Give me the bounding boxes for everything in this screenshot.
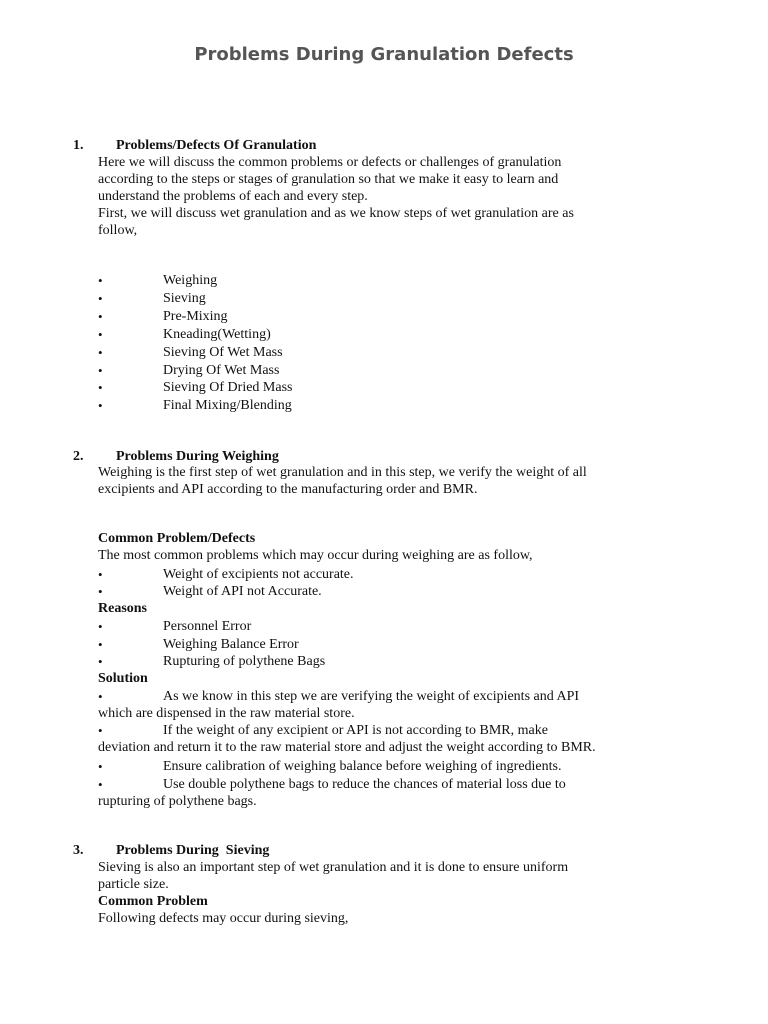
section-3-number: 3. bbox=[73, 843, 84, 858]
document-title: Problems During Granulation Defects bbox=[194, 44, 574, 65]
section-1-paragraph-line: follow, bbox=[98, 223, 138, 238]
section-3-heading: Problems During Sieving bbox=[116, 843, 270, 858]
section-1-paragraph-line: according to the steps or stages of granulation so that we make it easy to learn and bbox=[98, 172, 559, 187]
section-3-paragraph-line: particle size. bbox=[98, 877, 169, 892]
section-1-heading: Problems/Defects Of Granulation bbox=[116, 138, 317, 153]
solution-heading: Solution bbox=[98, 671, 148, 686]
section-2-paragraph-line: excipients and API according to the manufacturing order and BMR. bbox=[98, 482, 478, 497]
section-3-paragraph-line: Sieving is also an important step of wet granulation and it is done to ensure uniform bbox=[98, 860, 569, 875]
list-item: Pre-Mixing bbox=[163, 309, 228, 324]
solution-item-line: If the weight of any excipient or API is not according to BMR, make bbox=[163, 723, 548, 738]
section-1-paragraph-line: First, we will discuss wet granulation and as we know steps of wet granulation are as bbox=[98, 206, 574, 221]
bullet-icon: • bbox=[98, 689, 103, 704]
list-item: Weighing Balance Error bbox=[163, 637, 299, 652]
bullet-icon: • bbox=[98, 777, 103, 792]
bullet-icon: • bbox=[98, 398, 103, 413]
solution-item-line: which are dispensed in the raw material store. bbox=[98, 706, 355, 721]
common-problem-intro: The most common problems which may occur during weighing are as follow, bbox=[98, 548, 533, 563]
solution-item-line: deviation and return it to the raw material store and adjust the weight according to BMR. bbox=[98, 740, 596, 755]
list-item: Sieving Of Dried Mass bbox=[163, 380, 293, 395]
bullet-icon: • bbox=[98, 273, 103, 288]
bullet-icon: • bbox=[98, 619, 103, 634]
bullet-icon: • bbox=[98, 759, 103, 774]
common-problem-heading: Common Problem bbox=[98, 894, 208, 909]
common-problem-intro: Following defects may occur during sieving, bbox=[98, 911, 349, 926]
section-1-number: 1. bbox=[73, 138, 84, 153]
section-1-paragraph-line: Here we will discuss the common problems or defects or challenges of granulation bbox=[98, 155, 562, 170]
list-item: Sieving Of Wet Mass bbox=[163, 345, 283, 360]
list-item: Kneading(Wetting) bbox=[163, 327, 271, 342]
bullet-icon: • bbox=[98, 363, 103, 378]
list-item: Personnel Error bbox=[163, 619, 252, 634]
solution-item-line: As we know in this step we are verifying the weight of excipients and API bbox=[163, 689, 580, 704]
section-2-paragraph-line: Weighing is the first step of wet granulation and in this step, we verify the weight of all bbox=[98, 465, 587, 480]
bullet-icon: • bbox=[98, 723, 103, 738]
list-item: Drying Of Wet Mass bbox=[163, 363, 280, 378]
bullet-icon: • bbox=[98, 380, 103, 395]
bullet-icon: • bbox=[98, 309, 103, 324]
list-item: Weight of API not Accurate. bbox=[163, 584, 322, 599]
bullet-icon: • bbox=[98, 345, 103, 360]
bullet-icon: • bbox=[98, 654, 103, 669]
solution-item-line: Ensure calibration of weighing balance before weighing of ingredients. bbox=[163, 759, 562, 774]
bullet-icon: • bbox=[98, 327, 103, 342]
reasons-heading: Reasons bbox=[98, 601, 148, 616]
bullet-icon: • bbox=[98, 637, 103, 652]
list-item: Rupturing of polythene Bags bbox=[163, 654, 326, 669]
common-problem-heading: Common Problem/Defects bbox=[98, 531, 256, 546]
list-item: Weight of excipients not accurate. bbox=[163, 567, 354, 582]
bullet-icon: • bbox=[98, 291, 103, 306]
solution-item-line: rupturing of polythene bags. bbox=[98, 794, 257, 809]
section-2-heading: Problems During Weighing bbox=[116, 449, 279, 464]
bullet-icon: • bbox=[98, 584, 103, 599]
section-1-paragraph-line: understand the problems of each and every step. bbox=[98, 189, 368, 204]
section-2-number: 2. bbox=[73, 449, 84, 464]
solution-item-line: Use double polythene bags to reduce the chances of material loss due to bbox=[163, 777, 566, 792]
list-item: Final Mixing/Blending bbox=[163, 398, 292, 413]
list-item: Weighing bbox=[163, 273, 218, 288]
bullet-icon: • bbox=[98, 567, 103, 582]
list-item: Sieving bbox=[163, 291, 206, 306]
